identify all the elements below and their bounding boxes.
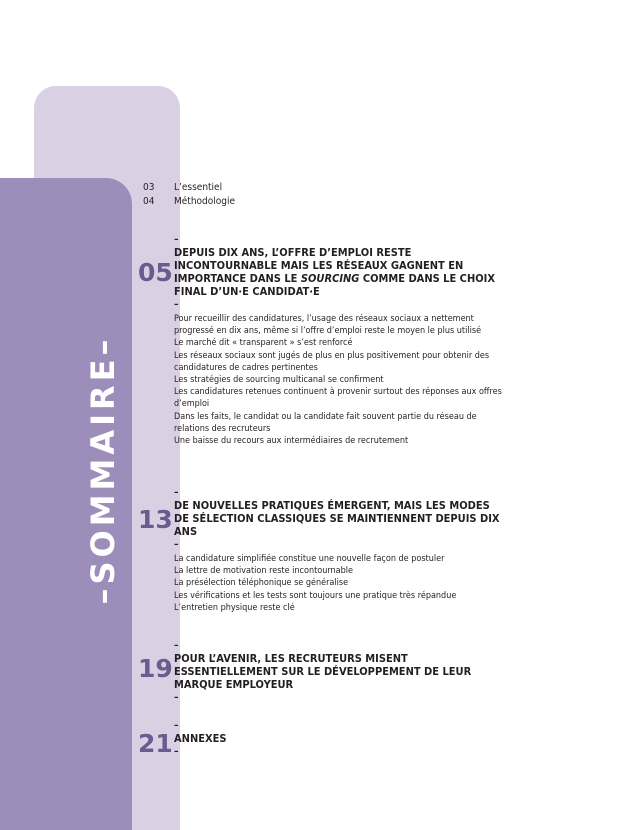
dash-top: – [174, 487, 179, 498]
list-item[interactable]: L’entretien physique reste clé [174, 602, 295, 613]
dash-top: – [174, 234, 179, 245]
toc-section-19[interactable] [174, 639, 504, 704]
toc-section-05[interactable] [174, 233, 504, 447]
toc-link-essentiel[interactable]: L’essentiel [174, 182, 223, 193]
section-number: 05 [138, 258, 173, 287]
toc-link-methodologie[interactable]: Méthodologie [174, 196, 236, 207]
heading-emphasis: SOURCING [300, 272, 360, 285]
section-heading[interactable]: DE NOUVELLES PRATIQUES ÉMERGENT, MAIS LES MODES DE SÉLECTION CLASSIQUES SE MAINTIENNENT DEPUIS DIX ANS [174, 499, 500, 538]
toc-number-essentiel: 03 [143, 182, 155, 193]
section-number: 21 [138, 729, 173, 758]
dash-bottom: – [174, 299, 179, 310]
toc-number-methodologie: 04 [143, 196, 155, 207]
section-number: 13 [138, 505, 173, 534]
section-heading[interactable]: ANNEXES [174, 732, 227, 745]
section-items [174, 313, 504, 447]
dash-top: – [174, 640, 179, 651]
dash-bottom: – [174, 539, 179, 550]
section-heading[interactable]: POUR L’AVENIR, LES RECRUTEURS MISENT ESSENTIELLEMENT SUR LE DÉVELOPPEMENT DE LEUR MARQUE EMPLOYEUR [174, 652, 472, 691]
dash-bottom: – [174, 746, 179, 757]
section-number: 19 [138, 654, 173, 683]
toc-section-13[interactable] [174, 486, 504, 614]
list-item[interactable]: Pour recueillir des candidatures, l’usage des réseaux sociaux a nettement progressé en dix ans, même si l’offre d’emploi reste le moyen le plus utilisé [174, 314, 482, 337]
section-heading[interactable] [174, 246, 504, 298]
list-item[interactable]: La présélection téléphonique se généralise [174, 578, 349, 589]
dash-top: – [174, 720, 179, 731]
section-items [174, 553, 504, 614]
list-item[interactable]: Une baisse du recours aux intermédiaires de recrutement [174, 436, 409, 447]
list-item[interactable]: Les candidatures retenues continuent à provenir surtout des réponses aux offres d’emploi [174, 387, 502, 410]
list-item[interactable]: Les stratégies de sourcing multicanal se confirment [174, 375, 384, 386]
list-item[interactable]: Le marché dit « transparent » s’est renforcé [174, 338, 353, 349]
list-item[interactable]: La candidature simplifiée constitue une nouvelle façon de postuler [174, 554, 445, 564]
heading-text: DEPUIS DIX ANS, L’OFFRE D’EMPLOI RESTE INCONTOURNABLE MAIS LES RÉSEAUX GAGNENT EN IMPORTANCE DANS LE [174, 246, 464, 285]
list-item[interactable]: Dans les faits, le candidat ou la candidate fait souvent partie du réseau de relations des recruteurs [174, 411, 477, 434]
toc-section-21[interactable] [174, 719, 504, 758]
list-item[interactable]: La lettre de motivation reste incontournable [174, 566, 353, 577]
list-item[interactable]: Les vérifications et les tests sont toujours une pratique très répandue [174, 590, 457, 601]
page-title: –SOMMAIRE– [84, 335, 122, 605]
heading-text: COMME DANS LE CHOIX FINAL D’UN·E CANDIDAT·E [174, 272, 495, 298]
dash-bottom: – [174, 692, 179, 703]
list-item[interactable]: Les réseaux sociaux sont jugés de plus en plus positivement pour obtenir des candidatures de cadres pertinentes [174, 350, 490, 373]
